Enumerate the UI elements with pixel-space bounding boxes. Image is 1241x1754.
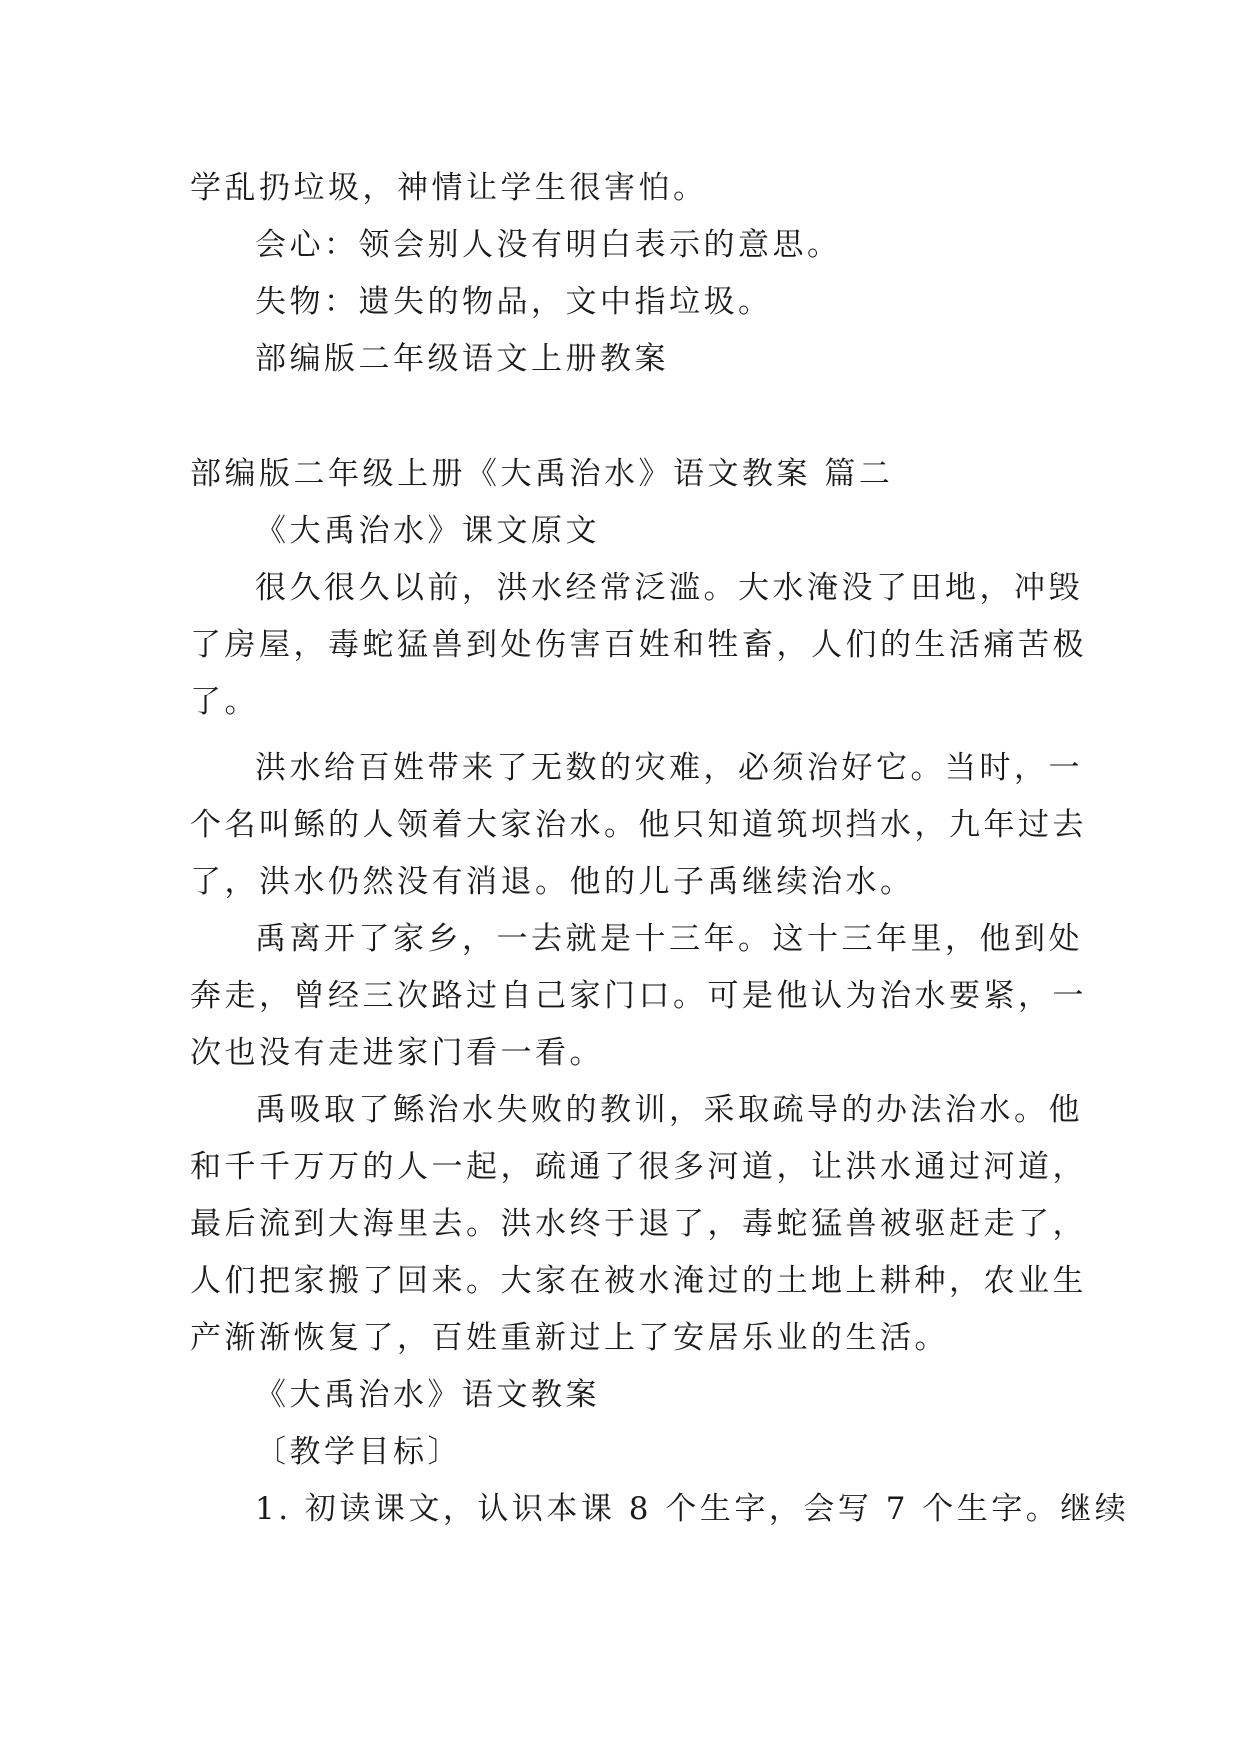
text-line: 次也没有走进家门看一看。 xyxy=(190,1035,604,1071)
section-heading: 部编版二年级上册《大禹治水》语文教案 篇二 xyxy=(190,456,894,492)
text-line: 最后流到大海里去。洪水终于退了，毒蛇猛兽被驱赶走了， xyxy=(190,1206,1087,1242)
text-line: 禹离开了家乡，一去就是十三年。这十三年里，他到处 xyxy=(255,921,1083,957)
text-line: 洪水给百姓带来了无数的灾难，必须治好它。当时，一 xyxy=(255,750,1083,786)
text-line: 1. 初读课文，认识本课 8 个生字，会写 7 个生字。继续 xyxy=(255,1491,1130,1527)
text-line: 个名叫鲧的人领着大家治水。他只知道筑坝挡水，九年过去 xyxy=(190,807,1087,843)
text-line: 产渐渐恢复了，百姓重新过上了安居乐业的生活。 xyxy=(190,1320,949,1356)
text-line: 《大禹治水》课文原文 xyxy=(255,513,600,549)
text-line: 失物：遗失的物品，文中指垃圾。 xyxy=(255,284,773,320)
text-line: 很久很久以前，洪水经常泛滥。大水淹没了田地，冲毁 xyxy=(255,570,1083,606)
text-line: 了，洪水仍然没有消退。他的儿子禹继续治水。 xyxy=(190,864,915,900)
text-line: 人们把家搬了回来。大家在被水淹过的土地上耕种，农业生 xyxy=(190,1263,1087,1299)
text-line: 《大禹治水》语文教案 xyxy=(255,1377,600,1413)
text-line: 奔走，曾经三次路过自己家门口。可是他认为治水要紧，一 xyxy=(190,978,1087,1014)
text-line: 〔教学目标〕 xyxy=(255,1434,462,1470)
text-line: 和千千万万的人一起，疏通了很多河道，让洪水通过河道， xyxy=(190,1149,1087,1185)
text-line: 部编版二年级语文上册教案 xyxy=(255,341,669,377)
text-line: 禹吸取了鲧治水失败的教训，采取疏导的办法治水。他 xyxy=(255,1092,1083,1128)
text-line: 学乱扔垃圾，神情让学生很害怕。 xyxy=(190,170,708,206)
text-line: 了。 xyxy=(190,684,259,720)
text-line: 会心：领会别人没有明白表示的意思。 xyxy=(255,227,842,263)
text-line: 了房屋，毒蛇猛兽到处伤害百姓和牲畜，人们的生活痛苦极 xyxy=(190,627,1087,663)
